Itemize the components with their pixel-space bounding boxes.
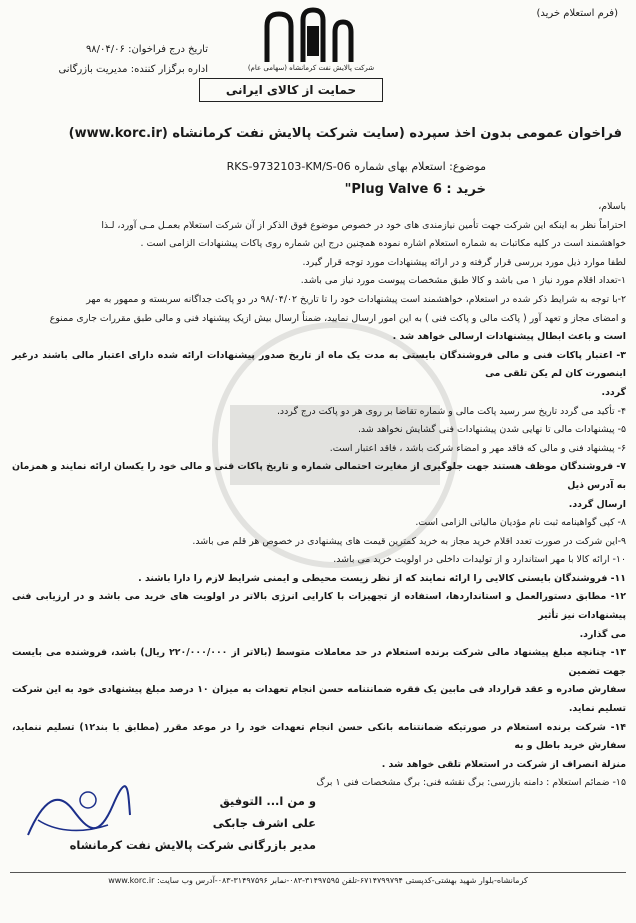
paragraph-line: ۸- کپی گواهینامه ثبت نام مؤدیان مالیاتی الزامی است.: [415, 517, 626, 529]
paragraph-line: ۳- اعتبار پاکات فنی و مالی فروشندگان بایستی به مدت یک ماه از تاریخ صدور پیشنهادات ارائه شده دارای اعتبار مالی باشند درغیر اینصورت کان لم یکن تلقی می: [12, 349, 626, 380]
paragraph-line: سفارش صادره و عقد قرارداد فی مابین یک فقره ضمانتنامه حسن انجام تعهدات به میزان ۱۰ درصد مبلغ پیشنهادی خود به این شرکت تسلیم نماید.: [12, 684, 626, 715]
paragraph-line: ۷- فروشندگان موظف هستند جهت جلوگیری از مغایرت احتمالی شماره و تاریخ پاکات فنی و مالی خود را یکسان ارائه نمایند و همزمان به آدرس ذیل: [12, 461, 626, 491]
paragraph-line: ۱۰- ارائه کالا با مهر استاندارد و از تولیدات داخلی در اولویت خرید می باشد.: [333, 554, 626, 566]
greeting: باسلام،: [598, 201, 626, 212]
handwritten-signature: [18, 780, 138, 850]
paragraph-line: ارسال گردد.: [568, 498, 626, 510]
paragraph-line: ۱۳- چنانچه مبلغ پیشنهاد مالی شرکت برنده استعلام در حد معاملات متوسط (بالاتر از ۲۲۰/۰۰۰/۰۰۰ ریال) باشد، فروشنده می بایست جهت تضمین: [12, 647, 626, 677]
inquiry-body: [12, 198, 626, 793]
paragraph-line: است و باعث ابطال پیشنهادات ارسالی خواهد شد .: [392, 331, 626, 343]
paragraph-line: ۵- پیشنهادات مالی تا نهایی شدن پیشنهادات فنی گشایش نخواهد شد.: [357, 424, 626, 436]
paragraph-line: ۹-این شرکت در صورت تعدد اقلام خرید مجاز به خرید کمترین قیمت های پیشنهادی در خصوص هر قلم می باشد.: [192, 535, 626, 547]
announcement-date: تاریخ درج فراخوان: ۹۸/۰۴/۰۶: [85, 44, 208, 55]
footer-address: کرمانشاه-بلوار شهید بهشتی-کدپستی ۶۷۱۴۷۹۹۷۹۴-تلفن ۳۱۴۹۷۵۹۵-۰۸۳-نمابر ۳۱۴۹۷۵۹۶-۰۸۳-آدرس وب سایت: www.korc.ir: [108, 876, 528, 885]
paragraph-line: احتراماً نظر به اینکه این شرکت جهت تأمین نیازمندی های خود در خصوص موضوع فوق الذکر از آن شرکت استعلام بعمـل مـی آورد، لـذا: [101, 219, 626, 231]
organizing-department: اداره برگزار کننده: مدیریت بازرگانی: [58, 64, 208, 75]
paragraph-line: و امضای مجاز و تعهد آور ( پاکت مالی و پاکت فنی ) به این امور ارسال نمایید، ضمناً ارسال بیش ازیک پیشنهاد فنی و مالی طبق مقررات جاری ممنوع: [49, 312, 626, 324]
attachments-line: ۱۵- ضمائم استعلام : دامنه بازرسی: برگ نقشه فنی: برگ مشخصات فنی ۱ برگ: [316, 777, 626, 789]
paragraph-line: ۶- پیشنهاد فنی و مالی که فاقد مهر و امضاء شرکت باشد ، فاقد اعتبار است.: [329, 442, 626, 454]
signatory-title: مدیر بازرگانی شرکت پالایش نفت کرمانشاه: [69, 838, 316, 852]
inquiry-subject: موضوع: استعلام بهای شماره RKS-9732103-KM/S-06: [226, 160, 486, 173]
purchase-item: خرید : Plug Valve 6": [344, 182, 486, 197]
company-logo: [247, 6, 367, 66]
paragraph-line: ۱-تعداد اقلام مورد نیاز ۱ می باشد و کالا طبق مشخصات پیوست مورد نیاز می باشد.: [300, 275, 626, 287]
footer-divider: [10, 872, 626, 873]
paragraph-line: ۲-با توجه به شرایط ذکر شده در استعلام، خواهشمند است پیشنهادات خود را تا تاریخ ۹۸/۰۴/۰۲ در دو پاکت جداگانه سربسته و ممهور به مهر: [86, 293, 626, 305]
announcement-heading: فراخوان عمومی بدون اخذ سپرده (سایت شرکت پالایش نفت کرمانشاه (www.korc.ir): [68, 126, 622, 141]
closing-salutation: و من ا... التوفیق: [219, 794, 316, 808]
paragraph-line: خواهشمند است در کلیه مکاتبات به شماره استعلام اشاره نموده همچنین درج این شماره روی پاکات پیشنهادات الزامی است .: [140, 238, 626, 250]
paragraph-line: گردد.: [601, 386, 626, 398]
paragraph-line: منزلة انصراف از شرکت در استعلام تلقی خواهد شد .: [381, 758, 626, 770]
signatory-name: علی اشرف جابکی: [212, 816, 316, 830]
support-iranian-goods-box: حمایت از کالای ایرانی: [199, 78, 383, 102]
paragraph-line: ۱۱- فروشندگان بایستی کالایی را ارائه نمایند که از نظر زیست محیطی و ایمنی شرایط لازم را دارا باشند .: [138, 572, 626, 584]
paragraph-line: ۱۲- مطابق دستورالعمل و استانداردها، استفاده از تجهیزات با کارایی انرژی بالاتر در اولویت های خرید می باشد و در ارزیابی فنی پیشنهادات نیز تأثیر: [12, 591, 626, 622]
paragraph-line: می گذارد.: [579, 628, 626, 640]
paragraph-line: ۴- تأکید می گردد تاریخ سر رسید پاکت مالی و شماره تقاضا بر روی هر دو پاکت درج گردد.: [276, 405, 626, 417]
paragraph-line: لطفا موارد ذیل مورد بررسی قرار گرفته و در ارائه پیشنهادات مورد توجه قرار گیرد.: [302, 256, 626, 268]
paragraph-line: ۱۴- شرکت برنده استعلام در صورتیکه ضمانتنامه بانکی حسن انجام تعهدات خود را در موعد مقرر (مطابق با بند۱۲) تسلیم ننماید، سفارش خرید باطل و به: [12, 721, 627, 752]
company-name: شرکت پالایش نفت کرمانشاه (سهامی عام): [247, 64, 375, 72]
form-label: (فرم استعلام خرید): [536, 8, 618, 19]
